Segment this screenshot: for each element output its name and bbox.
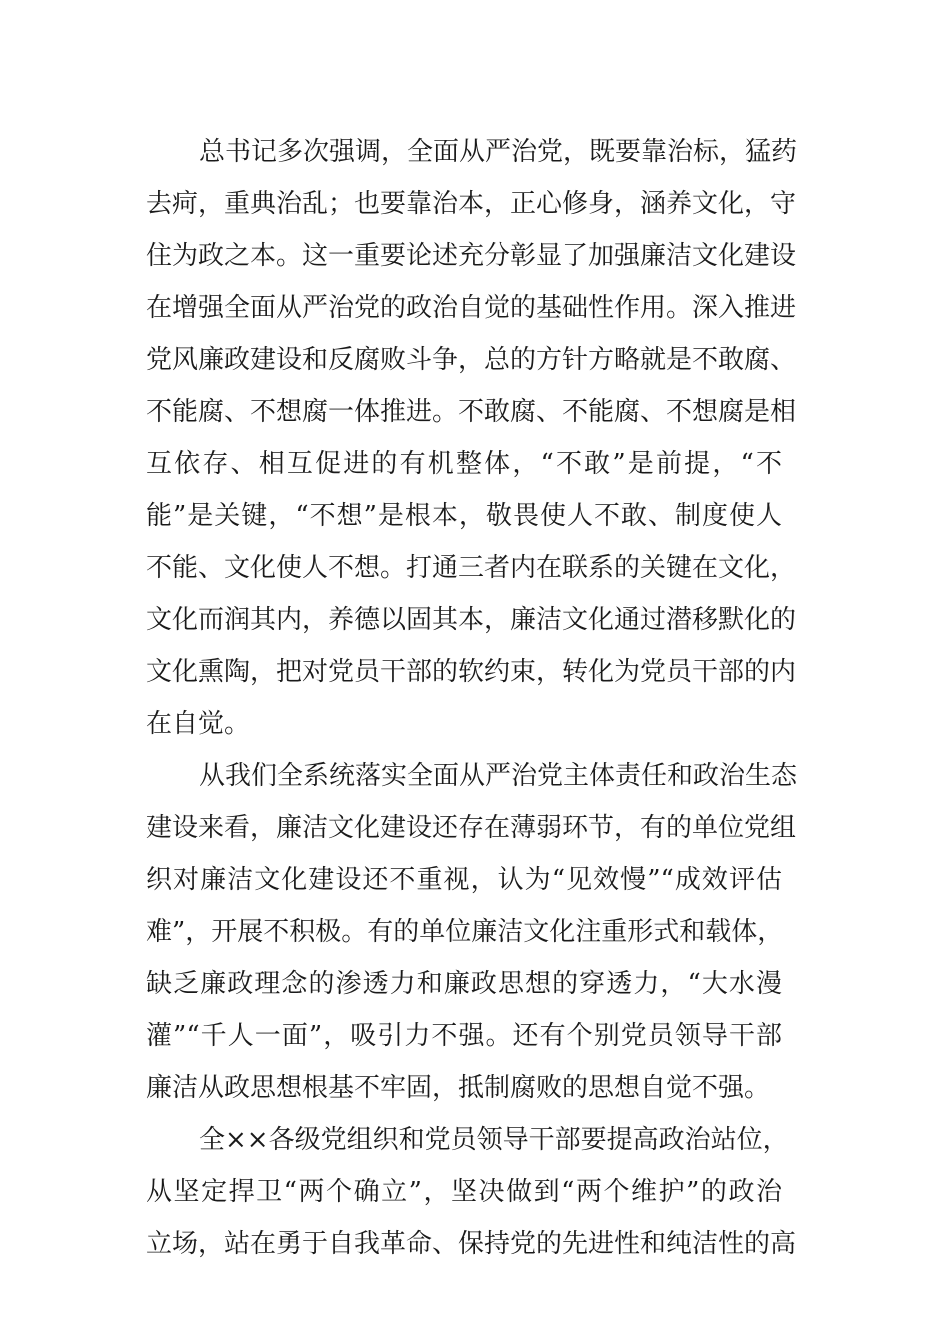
text-line: 建设来看，廉洁文化建设还存在薄弱环节，有的单位党组 [146,813,797,843]
paragraph-2-line-2 [146,802,797,854]
paragraph-3-line-2 [146,1166,782,1218]
text-line: 文化熏陶，把对党员干部的软约束，转化为党员干部的内 [146,657,797,687]
paragraph-2-line-3 [146,854,782,906]
paragraph-2-line-4 [146,906,782,958]
paragraph-1-line-10 [146,594,797,646]
paragraph-1-line-9 [146,542,797,594]
paragraph-2-line-6 [146,1010,782,1062]
paragraph-3-line-3 [146,1218,797,1270]
text-line: 从坚定捍卫“两个确立”，坚决做到“两个维护”的政治 [146,1177,782,1207]
body-text [146,126,798,1270]
paragraph-1-line-11 [146,646,797,698]
text-line: 全××各级党组织和党员领导干部要提高政治站位， [199,1125,789,1155]
paragraph-1-line-12 [146,698,782,750]
paragraph-1-line-2 [146,178,797,230]
paragraph-2-line-1 [146,750,798,802]
paragraph-1-line-5 [146,334,797,386]
text-line: 缺乏廉政理念的渗透力和廉政思想的穿透力，“大水漫 [146,969,782,999]
paragraph-1-line-4 [146,282,797,334]
text-line: 总书记多次强调，全面从严治党，既要靠治标，猛药 [199,137,798,167]
text-line: 织对廉洁文化建设还不重视，认为“见效慢”“成效评估 [146,865,782,895]
text-line: 互依存、相互促进的有机整体，“不敢”是前提，“不 [146,449,782,479]
text-line: 在自觉。 [146,709,251,739]
text-line: 难”，开展不积极。有的单位廉洁文化注重形式和载体， [146,917,784,947]
paragraph-2-line-5 [146,958,782,1010]
text-line: 从我们全系统落实全面从严治党主体责任和政治生态 [199,761,798,791]
text-line: 不能、文化使人不想。打通三者内在联系的关键在文化， [146,553,797,583]
paragraph-1-line-6 [146,386,797,438]
text-line: 在增强全面从严治党的政治自觉的基础性作用。深入推进 [146,293,797,323]
text-line: 廉洁从政思想根基不牢固，抵制腐败的思想自觉不强。 [146,1073,771,1103]
paragraph-3-line-1 [146,1114,789,1166]
paragraph-1-line-7 [146,438,782,490]
text-line: 不能腐、不想腐一体推进。不敢腐、不能腐、不想腐是相 [146,397,797,427]
text-line: 灌”“千人一面”，吸引力不强。还有个别党员领导干部 [146,1021,782,1051]
paragraph-1-line-1 [146,126,798,178]
text-line: 去疴，重典治乱；也要靠治本，正心修身，涵养文化，守 [146,189,797,219]
text-line: 能”是关键，“不想”是根本，敬畏使人不敢、制度使人 [146,501,782,531]
text-line: 住为政之本。这一重要论述充分彰显了加强廉洁文化建设 [146,241,797,271]
text-line: 立场，站在勇于自我革命、保持党的先进性和纯洁性的高 [146,1229,797,1259]
paragraph-2-line-7 [146,1062,782,1114]
text-line: 党风廉政建设和反腐败斗争，总的方针方略就是不敢腐、 [146,345,797,375]
paragraph-1-line-3 [146,230,797,282]
text-line: 文化而润其内，养德以固其本，廉洁文化通过潜移默化的 [146,605,797,635]
paragraph-1-line-8 [146,490,782,542]
